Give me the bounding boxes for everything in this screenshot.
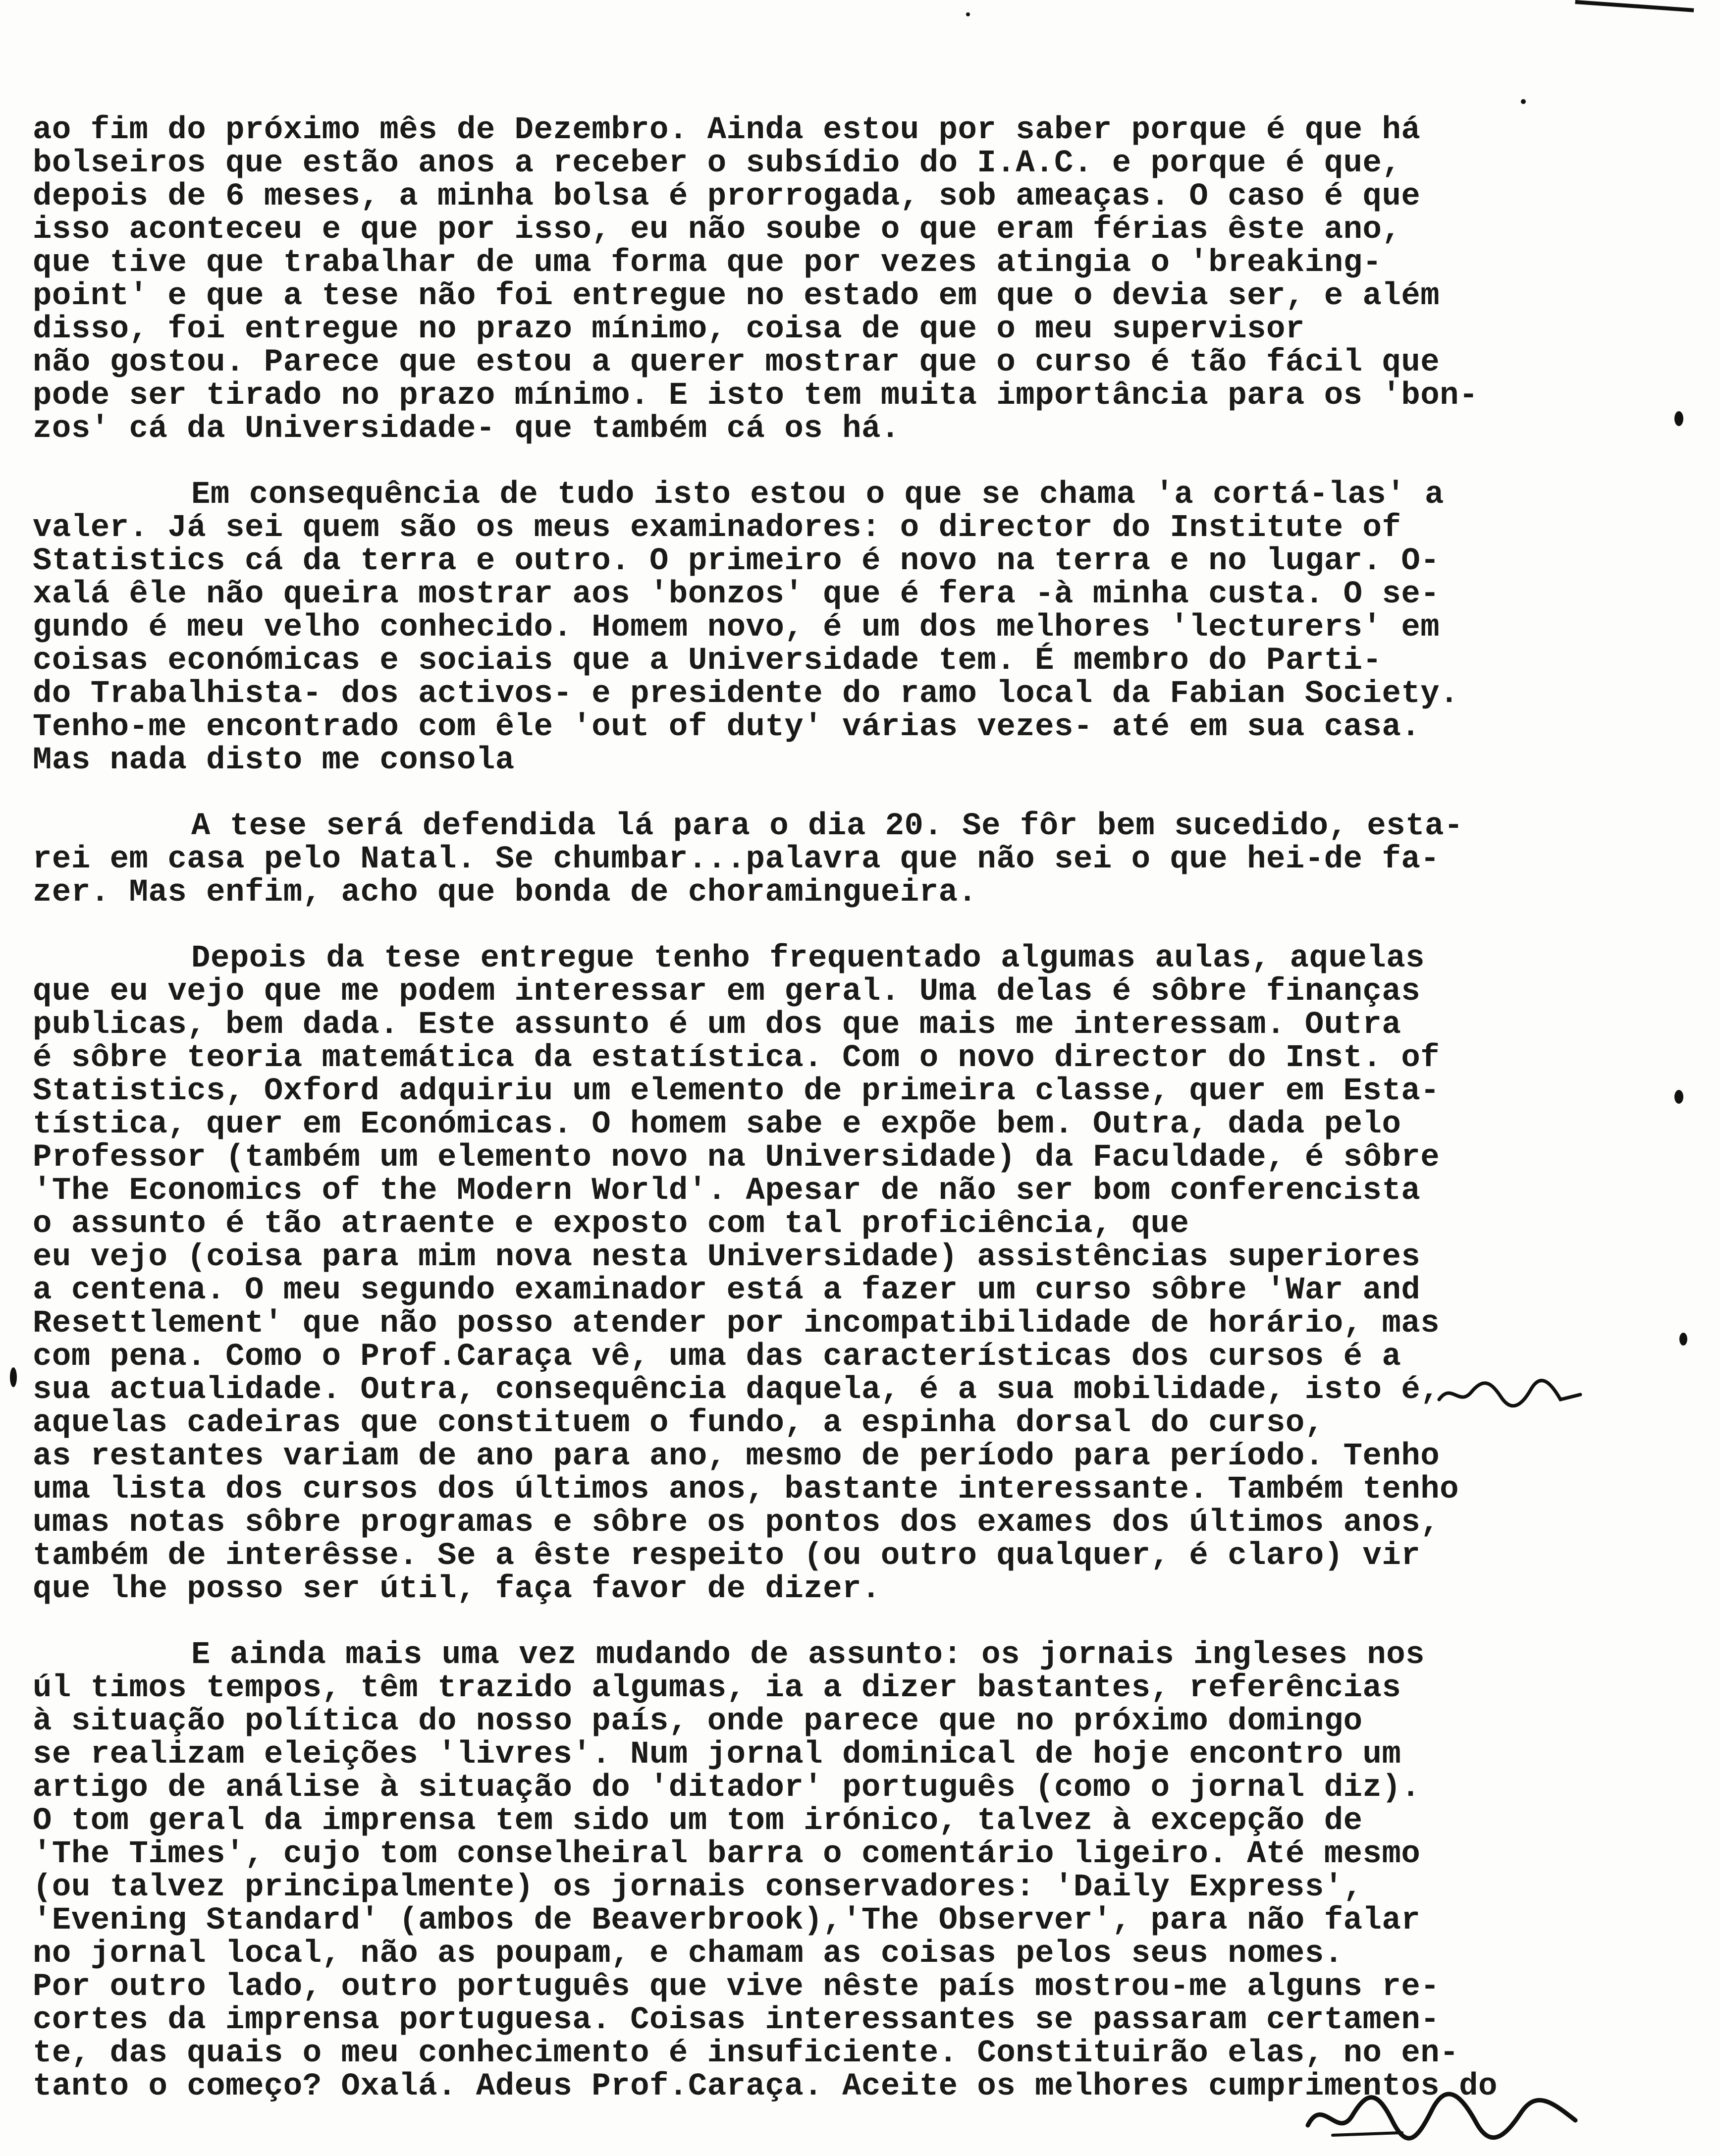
letter-line: tanto o começo? Oxalá. Adeus Prof.Caraça. Aceite os melhores cumprimentos do bbox=[33, 2069, 1498, 2104]
letter-line: sua actualidade. Outra, consequência daquela, é a sua mobilidade, isto é, bbox=[33, 1372, 1440, 1408]
letter-line: E ainda mais uma vez mudando de assunto: os jornais ingleses nos bbox=[191, 1637, 1425, 1673]
letter-line: é sôbre teoria matemática da estatística. Com o novo director do Inst. of bbox=[33, 1040, 1440, 1076]
paragraph-gap bbox=[33, 910, 1519, 942]
paragraph-gap bbox=[33, 777, 1519, 810]
letter-line: coisas económicas e sociais que a Universidade tem. É membro do Parti- bbox=[33, 643, 1382, 679]
letter-line: Depois da tese entregue tenho frequentado algumas aulas, aquelas bbox=[191, 941, 1425, 976]
letter-line: Por outro lado, outro português que vive nêste país mostrou-me alguns re- bbox=[33, 1969, 1440, 2005]
letter-line: eu vejo (coisa para mim nova nesta Universidade) assistências superiores bbox=[33, 1240, 1421, 1275]
letter-line: Mas nada disto me consola bbox=[33, 743, 515, 778]
letter-line: com pena. Como o Prof.Caraça vê, uma das características dos cursos é a bbox=[33, 1339, 1401, 1375]
handwritten-margin-note bbox=[1437, 1372, 1585, 1417]
letter-line: que eu vejo que me podem interessar em geral. Uma delas é sôbre finanças bbox=[33, 974, 1421, 1010]
letter-line: depois de 6 meses, a minha bolsa é prorrogada, sob ameaças. O caso é que bbox=[33, 179, 1421, 215]
letter-line: úl timos tempos, têm trazido algumas, ia a dizer bastantes, referências bbox=[33, 1671, 1401, 1706]
letter-line: no jornal local, não as poupam, e chamam as coisas pelos seus nomes. bbox=[33, 1936, 1344, 1972]
letter-line: 'The Times', cujo tom conselheiral barra o comentário ligeiro. Até mesmo bbox=[33, 1836, 1421, 1872]
letter-line: que tive que trabalhar de uma forma que por vezes atingia o 'breaking- bbox=[33, 245, 1382, 281]
letter-line: (ou talvez principalmente) os jornais conservadores: 'Daily Express', bbox=[33, 1870, 1363, 1905]
ink-speck bbox=[10, 1367, 17, 1387]
letter-line: que lhe posso ser útil, faça favor de dizer. bbox=[33, 1571, 881, 1607]
letter-line: 'Evening Standard' (ambos de Beaverbrook),'The Observer', para não falar bbox=[33, 1903, 1421, 1939]
letter-line: não gostou. Parece que estou a querer mostrar que o curso é tão fácil que bbox=[33, 345, 1440, 380]
letter-line: a centena. O meu segundo examinador está a fazer um curso sôbre 'War and bbox=[33, 1273, 1421, 1308]
letter-line: umas notas sôbre programas e sôbre os pontos dos exames dos últimos anos, bbox=[33, 1505, 1440, 1541]
letter-line: tística, quer em Económicas. O homem sabe e expõe bem. Outra, dada pelo bbox=[33, 1107, 1401, 1142]
letter-line: do Trabalhista- dos activos- e presidente do ramo local da Fabian Society. bbox=[33, 676, 1459, 712]
letter-line: Professor (também um elemento novo na Universidade) da Faculdade, é sôbre bbox=[33, 1140, 1440, 1176]
letter-line: ao fim do próximo mês de Dezembro. Ainda estou por saber porque é que há bbox=[33, 112, 1421, 148]
handwritten-signature bbox=[1303, 2086, 1580, 2145]
letter-line: valer. Já sei quem são os meus examinadores: o director do Institute of bbox=[33, 510, 1401, 546]
letter-line: xalá êle não queira mostrar aos 'bonzos' que é fera -à minha custa. O se- bbox=[33, 577, 1440, 612]
paragraph-gap bbox=[33, 446, 1519, 479]
letter-line: uma lista dos cursos dos últimos anos, bastante interessante. Também tenho bbox=[33, 1472, 1459, 1508]
ink-speck bbox=[1521, 99, 1526, 104]
ink-speck bbox=[1674, 411, 1683, 426]
letter-line: o assunto é tão atraente e exposto com tal proficiência, que bbox=[33, 1206, 1189, 1242]
letter-line: point' e que a tese não foi entregue no estado em que o devia ser, e além bbox=[33, 278, 1440, 314]
ink-speck bbox=[1679, 1333, 1687, 1346]
ink-speck bbox=[1674, 1090, 1683, 1104]
letter-body bbox=[33, 114, 1519, 2103]
letter-line: pode ser tirado no prazo mínimo. E isto tem muita importância para os 'bon- bbox=[33, 378, 1478, 414]
letter-line: se realizam eleições 'livres'. Num jornal dominical de hoje encontro um bbox=[33, 1737, 1401, 1773]
letter-line: as restantes variam de ano para ano, mesmo de período para período. Tenho bbox=[33, 1439, 1440, 1474]
ink-speck bbox=[966, 12, 970, 16]
letter-line: zer. Mas enfim, acho que bonda de choramingueira. bbox=[33, 875, 977, 911]
letter-line: aquelas cadeiras que constituem o fundo, a espinha dorsal do curso, bbox=[33, 1405, 1324, 1441]
letter-line: 'The Economics of the Modern World'. Apesar de não ser bom conferencista bbox=[33, 1173, 1421, 1209]
letter-line: disso, foi entregue no prazo mínimo, coisa de que o meu supervisor bbox=[33, 312, 1305, 347]
letter-line: rei em casa pelo Natal. Se chumbar...palavra que não sei o que hei-de fa- bbox=[33, 842, 1440, 877]
letter-line: Resettlement' que não posso atender por incompatibilidade de horário, mas bbox=[33, 1306, 1440, 1342]
paragraph-gap bbox=[33, 1606, 1519, 1639]
letter-line: O tom geral da imprensa tem sido um tom irónico, talvez à excepção de bbox=[33, 1803, 1363, 1839]
letter-line: Tenho-me encontrado com êle 'out of duty' várias vezes- até em sua casa. bbox=[33, 709, 1421, 745]
letter-line: Statistics cá da terra e outro. O primeiro é novo na terra e no lugar. O- bbox=[33, 543, 1440, 579]
letter-line: gundo é meu velho conhecido. Homem novo, é um dos melhores 'lecturers' em bbox=[33, 610, 1440, 646]
paper-edge-mark bbox=[1575, 0, 1694, 17]
letter-line: também de interêsse. Se a êste respeito (ou outro qualquer, é claro) vir bbox=[33, 1538, 1421, 1574]
letter-line: bolseiros que estão anos a receber o subsídio do I.A.C. e porque é que, bbox=[33, 146, 1401, 181]
letter-line: Statistics, Oxford adquiriu um elemento de primeira classe, quer em Esta- bbox=[33, 1074, 1440, 1109]
letter-line: cortes da imprensa portuguesa. Coisas interessantes se passaram certamen- bbox=[33, 2002, 1440, 2038]
letter-line: isso aconteceu e que por isso, eu não soube o que eram férias êste ano, bbox=[33, 212, 1401, 248]
letter-line: zos' cá da Universidade- que também cá os há. bbox=[33, 411, 900, 447]
letter-line: artigo de análise à situação do 'ditador' português (como o jornal diz). bbox=[33, 1770, 1421, 1806]
letter-line: A tese será defendida lá para o dia 20. Se fôr bem sucedido, esta- bbox=[191, 808, 1463, 844]
letter-line: te, das quais o meu conhecimento é insuficiente. Constituirão elas, no en- bbox=[33, 2036, 1459, 2071]
letter-line: publicas, bem dada. Este assunto é um dos que mais me interessam. Outra bbox=[33, 1007, 1401, 1043]
letter-line: Em consequência de tudo isto estou o que se chama 'a cortá-las' a bbox=[191, 477, 1444, 513]
letter-line: à situação política do nosso país, onde parece que no próximo domingo bbox=[33, 1704, 1363, 1739]
